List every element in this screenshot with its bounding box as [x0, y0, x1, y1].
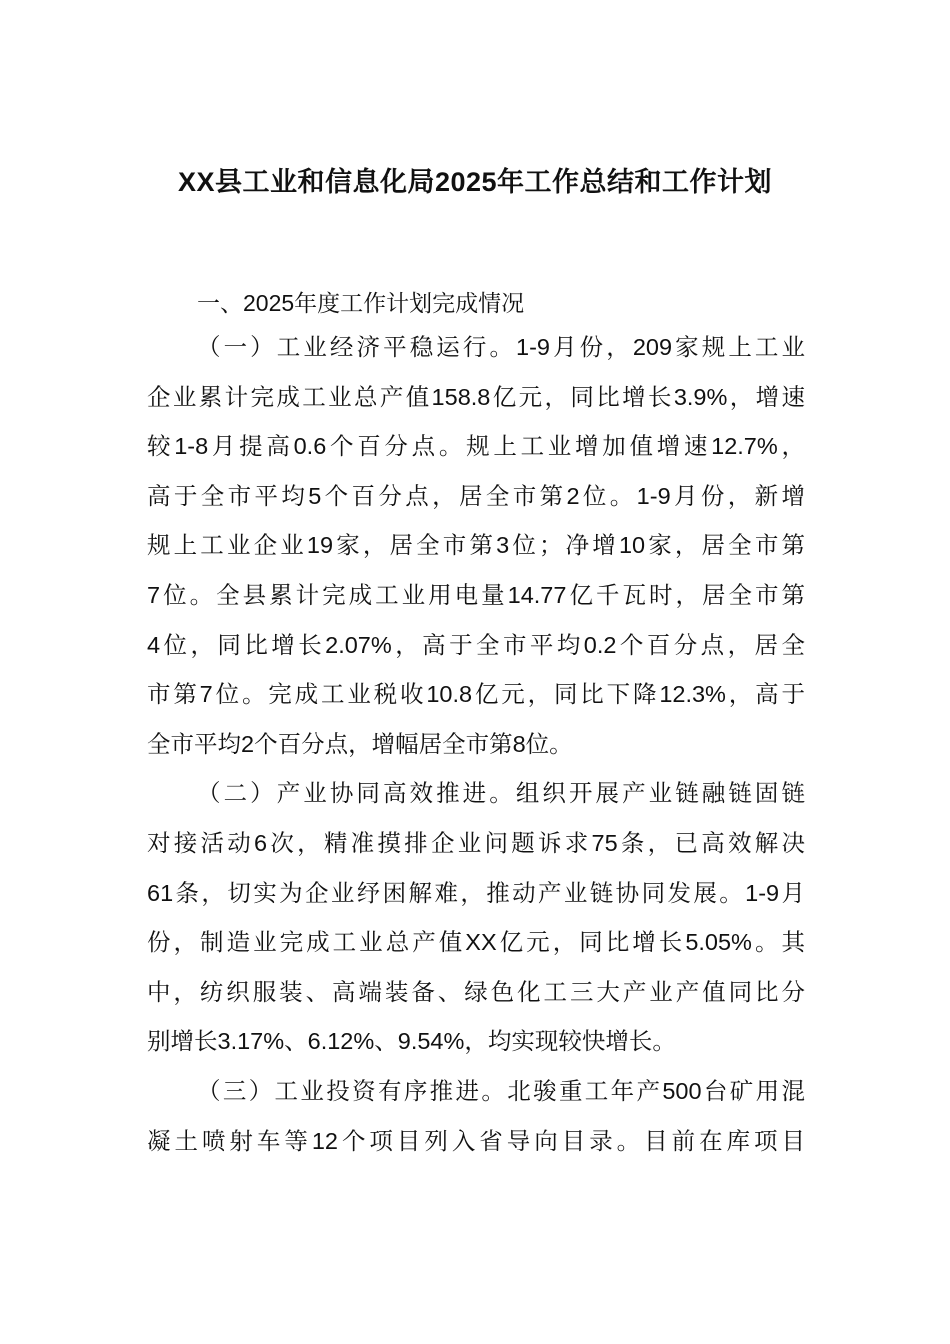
- paragraph: [147, 1067, 805, 1166]
- paragraph-line: 凝土喷射车等12个项目列入省导向目录。目前在库项目: [147, 1127, 805, 1154]
- paragraphs: [147, 323, 805, 1166]
- paragraph-line: 61条，切实为企业纾困解难，推动产业链协同发展。1-9月: [147, 879, 805, 906]
- section-heading: 一、2025年度工作计划完成情况: [197, 290, 525, 316]
- paragraph-line: 市第7位。完成工业税收10.8亿元，同比下降12.3%，高于: [147, 681, 805, 708]
- paragraph-line: （二）产业协同高效推进。组织开展产业链融链固链: [197, 780, 805, 807]
- paragraph: [147, 769, 805, 1067]
- paragraph-line: 中，纺织服装、高端装备、绿色化工三大产业产值同比分: [147, 978, 805, 1005]
- paragraph-line: 别增长3.17%、6.12%、9.54%，均实现较快增长。: [147, 1028, 676, 1055]
- document-title: XX县工业和信息化局2025年工作总结和工作计划: [177, 167, 773, 197]
- paragraph-line: 份，制造业完成工业总产值XX亿元，同比增长5.05%。其: [147, 929, 805, 956]
- paragraph-line: （一）工业经济平稳运行。1-9月份，209家规上工业: [197, 334, 805, 360]
- document-body: [147, 283, 805, 1166]
- paragraph: [147, 323, 805, 769]
- paragraph-line: 对接活动6次，精准摸排企业问题诉求75条，已高效解决: [147, 829, 805, 856]
- paragraph-line: 较1-8月提高0.6个百分点。规上工业增加值增速12.7%，: [147, 433, 805, 460]
- paragraph-line: 4位，同比增长2.07%，高于全市平均0.2个百分点，居全: [147, 631, 805, 658]
- paragraph-line: 规上工业企业19家，居全市第3位；净增10家，居全市第: [147, 532, 805, 559]
- paragraph-line: 全市平均2个百分点，增幅居全市第8位。: [147, 730, 573, 757]
- paragraph-line: 高于全市平均5个百分点，居全市第2位。1-9月份，新增: [147, 482, 805, 509]
- paragraph-line: 企业累计完成工业总产值158.8亿元，同比增长3.9%，增速: [147, 383, 805, 410]
- paragraph-line: （三）工业投资有序推进。北骏重工年产500台矿用混: [197, 1077, 805, 1104]
- paragraph-line: 7位。全县累计完成工业用电量14.77亿千瓦时，居全市第: [147, 581, 805, 608]
